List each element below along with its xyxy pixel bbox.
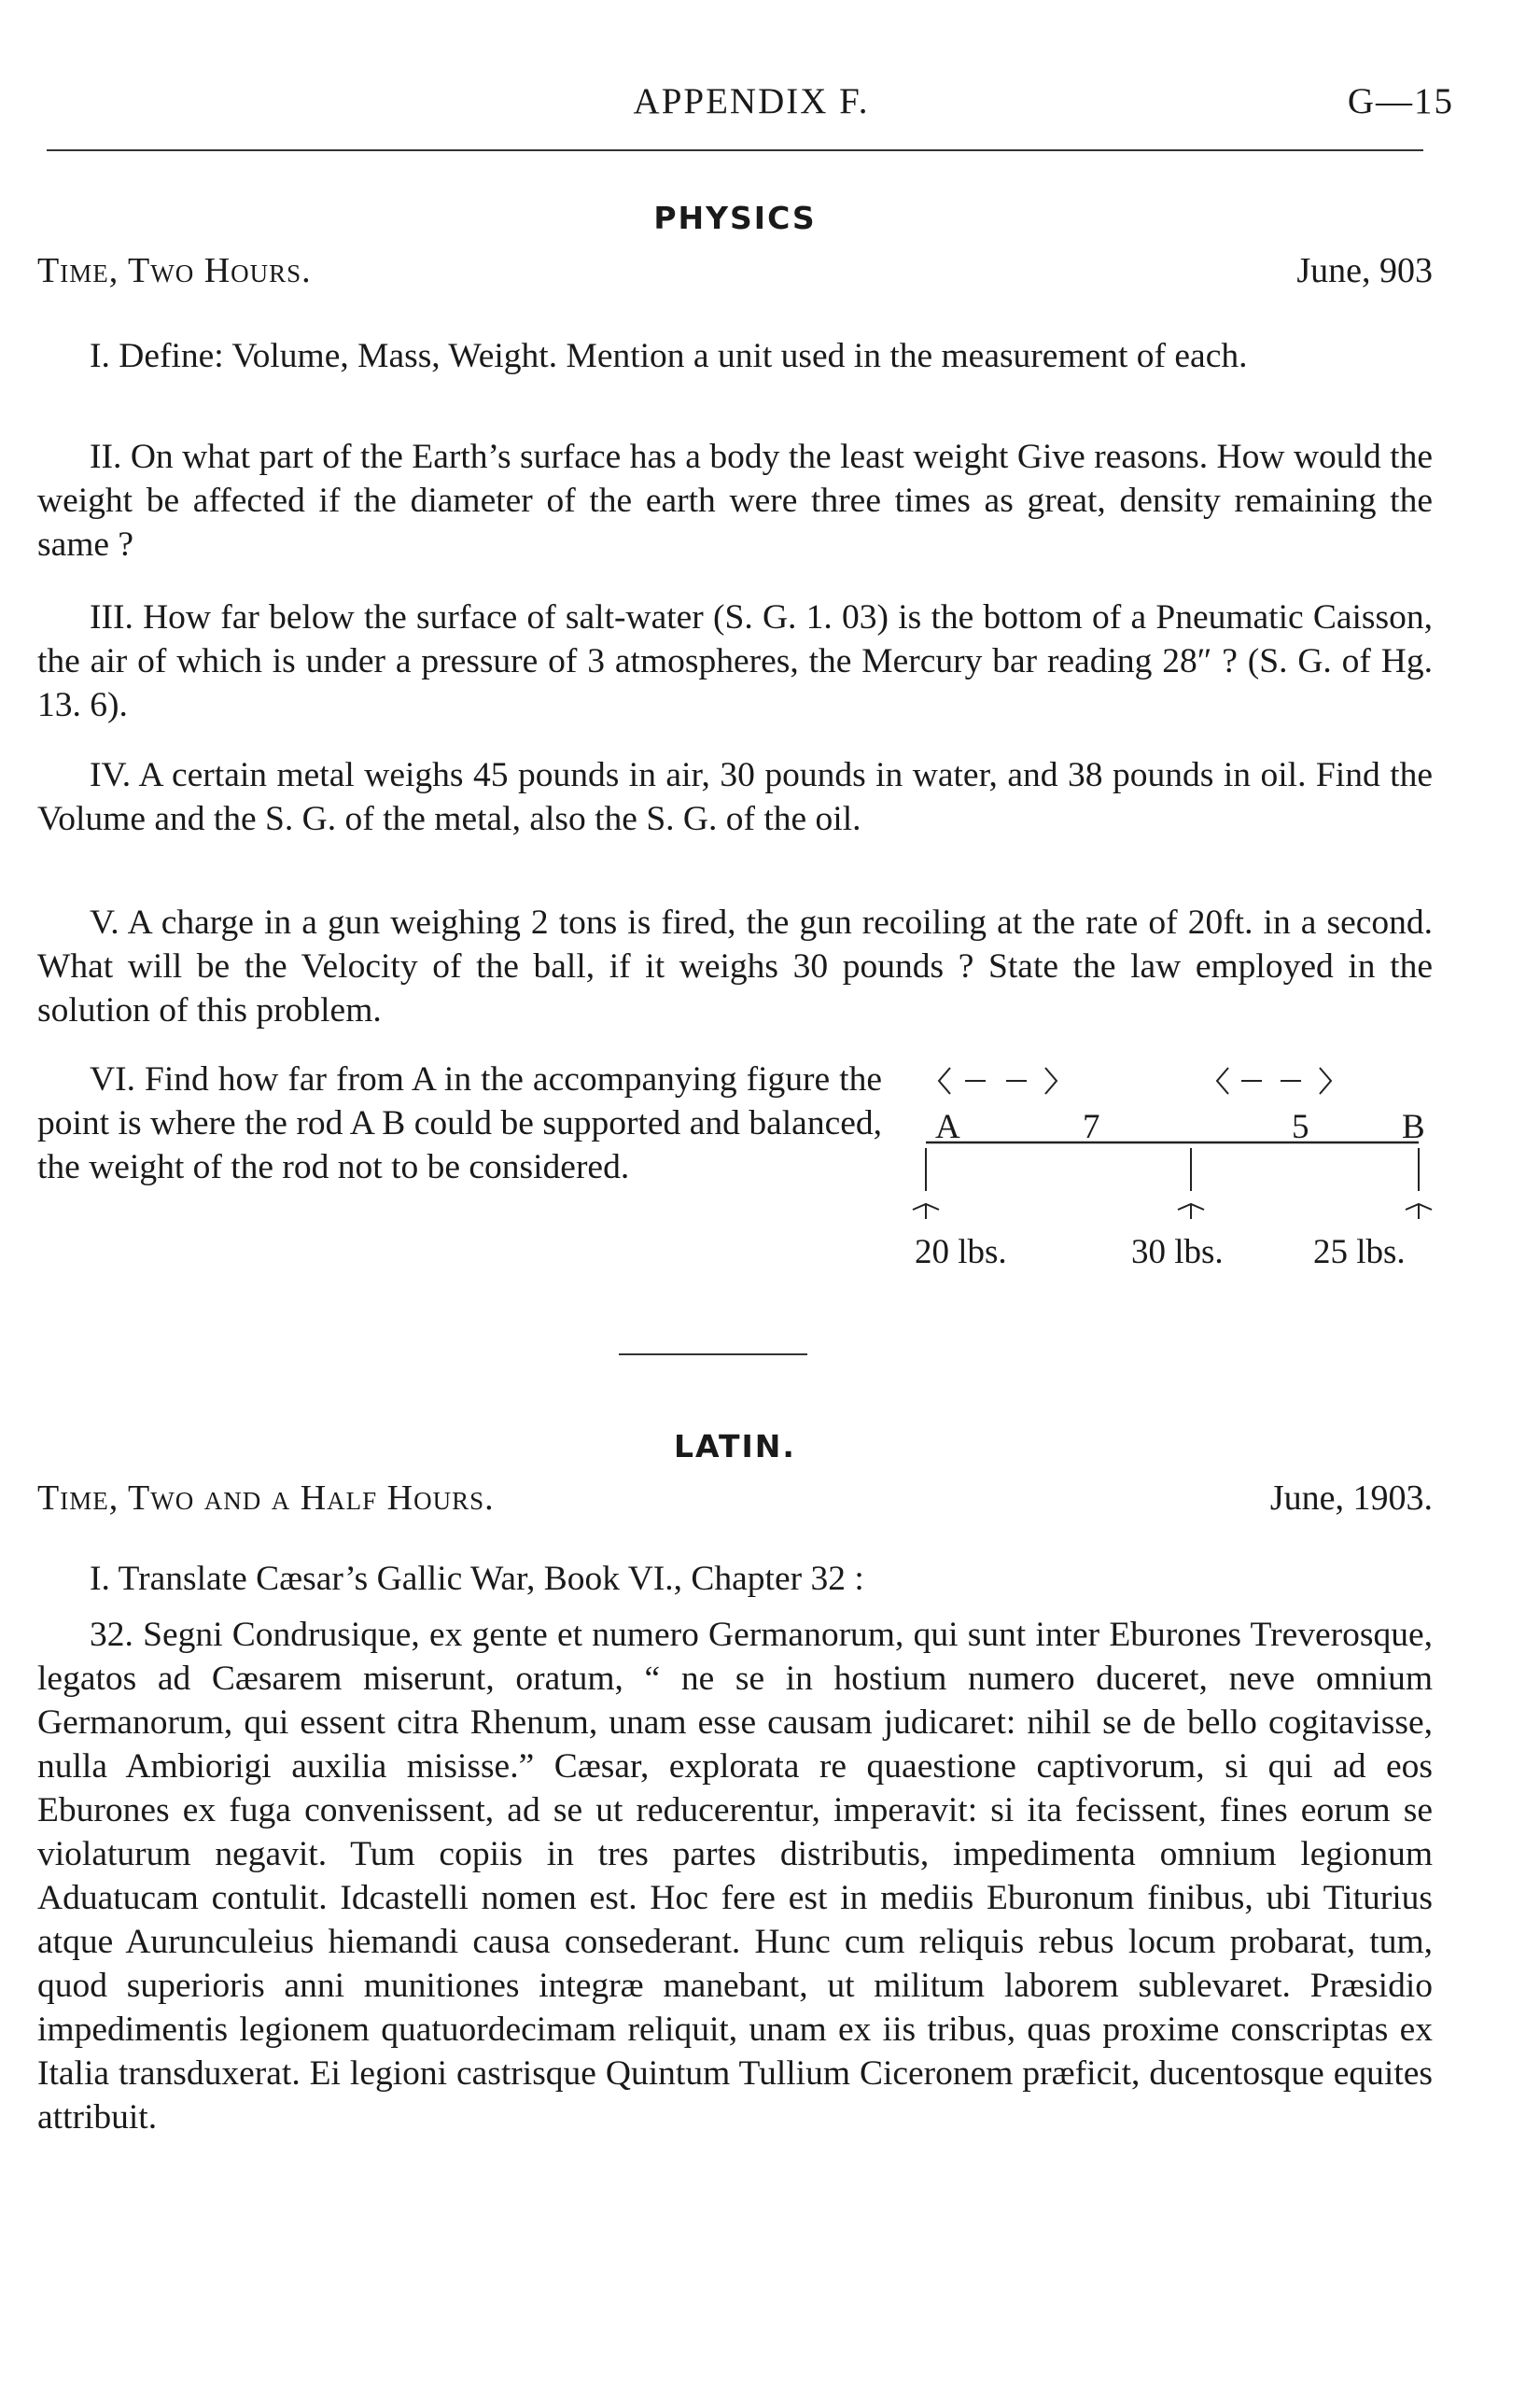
latin-time-allowed: Time, Two and a Half Hours. [37, 1478, 495, 1518]
page-number: G—15 [1347, 81, 1454, 121]
physics-question-5: V. A charge in a gun weighing 2 tons is fired, the gun recoiling at the rate of 20ft. in a second. What will be the Velocity of the ball, if it weighs 30 pounds ? State the law employed in the solution of this problem. [37, 904, 1433, 1030]
latin-time-line [37, 1477, 1433, 1520]
latin-passage: 32. Segni Condrusique, ex gente et numero Germanorum, qui sunt inter Eburones Treverosque, legatos ad Cæsarem miserunt, oratum, “ ne se in hostium numero duceret, neve omnium Germanorum, qui essent citra Rhenum, unam esse causam judicaret: nihil se de bello cogitavisse, nulla Ambiorigi auxilia misisse.” Cæsar, explorata re quaestione captivorum, si qui ad eos Eburones ex fuga convenissent, ad se ut reducerentur, imperavit: si ita fecissent, fines eorum se violaturum negavit. Tum copiis in tres partes distributis, impedimenta omnium legionum Aduatucam contulit. Idcastelli nomen est. Hoc fere est in mediis Eburonum finibus, ubi Titurius atque Aurunculeius hiemandi causa consederant. Hunc cum reliquis rebus locum probarat, tum, quod superioris anni munitiones integræ manebant, ut militum laborem sublevaret. Præsidio impedimentis legionem quatuordecimam reliquit, unam ex iis tribus, quas proxime conscriptas ex Italia transduxerat. Ei legioni castrisque Quintum Tullium Ciceronem præficit, ducentosque equites attribuit. [37, 1616, 1433, 2137]
latin-section [37, 0, 1433, 2382]
physics-date: June, 903 [1296, 251, 1433, 290]
physics-question-6: VI. Find how far from A in the accompanying figure the point is where the rod A B could be supported and balanced, the weight of the rod not to be considered. [37, 1060, 882, 1186]
latin-heading: LATIN. [674, 1428, 796, 1464]
weight-1-label: 20 lbs. [915, 1233, 1007, 1271]
latin-question-1: I. Translate Cæsar’s Gallic War, Book VI., Chapter 32 : [90, 1560, 864, 1598]
weight-3-label: 25 lbs. [1313, 1233, 1406, 1271]
physics-question-3: III. How far below the surface of salt-water (S. G. 1. 03) is the bottom of a Pneumatic Caisson, the air of which is under a pressure of 3 atmospheres, the Mercury bar reading 28″ ? (S. G. of Hg. 13. 6). [37, 598, 1433, 724]
distance-1-label: 7 [1083, 1108, 1100, 1146]
distance-2-label: 5 [1292, 1108, 1309, 1146]
physics-question-2: II. On what part of the Earth’s surface has a body the least weight Give reasons. How would the weight be affected if the diameter of the earth were three times as great, density remaining the same ? [37, 438, 1433, 564]
weight-2-label: 30 lbs. [1131, 1233, 1224, 1271]
physics-question-4: IV. A certain metal weighs 45 pounds in air, 30 pounds in water, and 38 pounds in oil. Find the Volume and the S. G. of the metal, also the S. G. of the oil. [37, 756, 1433, 838]
physics-heading: PHYSICS [653, 200, 817, 236]
point-b-label: B [1402, 1108, 1425, 1146]
physics-time-allowed: Time, Two Hours. [37, 251, 312, 290]
latin-date: June, 1903. [1269, 1478, 1433, 1518]
point-a-label: A [935, 1108, 960, 1146]
running-head-title: APPENDIX F. [633, 81, 870, 121]
physics-question-1: I. Define: Volume, Mass, Weight. Mention a unit used in the measurement of each. [90, 337, 1248, 375]
